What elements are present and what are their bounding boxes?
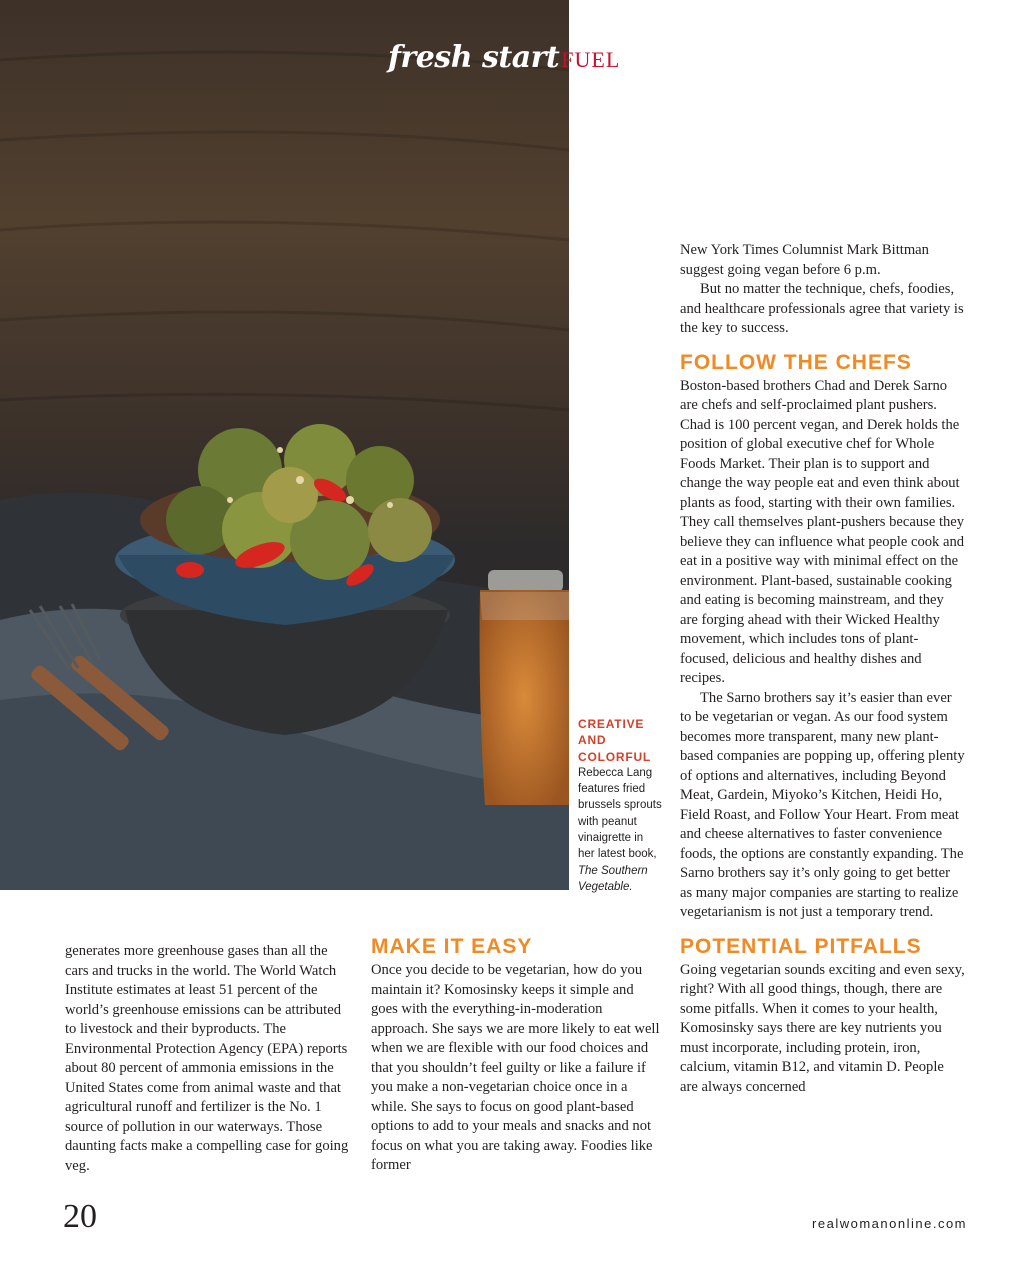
- body-paragraph: generates more greenhouse gases than all the cars and trucks in the world. The World Watch Institute estimates at least 51 percent of the world’s greenhouse emissions can be attributed to livestock and their byproducts. The Environmental Protection Agency (EPA) reports about 80 percent of ammonia emissions in the United States come from animal waste and that agricultural runoff and fertilizer is the No. 1 source of pollution in our waterways. Those daunting facts make a compelling case for going veg.: [65, 943, 349, 1174]
- caption-book-title: The Southern: [578, 864, 648, 877]
- caption-line: features fried: [578, 783, 646, 796]
- caption-line: vinaigrette in: [578, 832, 644, 845]
- caption-line: Rebecca Lang: [578, 766, 653, 779]
- page-number: 20: [63, 1198, 97, 1235]
- caption-heading-line: COLORFUL: [578, 749, 652, 764]
- intro-paragraph: But no matter the technique, chefs, foodies, and healthcare professionals agree that variety is the key to success.: [680, 281, 964, 336]
- caption-book-title: Vegetable.: [578, 880, 633, 893]
- caption-line: with peanut: [578, 815, 637, 828]
- left-column: [65, 942, 352, 1176]
- brand-subtitle: FUEL: [561, 47, 621, 72]
- caption-line: her latest book,: [578, 848, 657, 861]
- photo-caption: [578, 716, 664, 895]
- section-header: [388, 40, 620, 75]
- body-paragraph: The Sarno brothers say it’s easier than ever to be vegetarian or vegan. As our food system becomes more transparent, many new plant-based companies are popping up, offering plenty of options and alternatives, including Beyond Meat, Gardein, Miyoko’s Kitchen, Heidi Ho, Field Roast, and Follow Your Heart. From meat and cheese alternatives to faster convenience foods, the options are constantly expanding. The Sarno brothers say it’s only going to get better as many major companies are starting to realize vegetarianism is not just a temporary trend.: [680, 689, 965, 920]
- right-column: [680, 241, 965, 1097]
- caption-heading-line: CREATIVE: [578, 717, 645, 731]
- middle-column: [371, 935, 661, 1176]
- body-paragraph: Going vegetarian sounds exciting and even sexy, right? With all good things, though, there are some pitfalls. When it comes to your health, Komosinsky says there are key nutrients you must incorporate, including protein, iron, calcium, vitamin B12, and vitamin D. People are always concerned: [680, 961, 965, 1095]
- brand-title: fresh start: [388, 40, 560, 75]
- body-paragraph: Boston-based brothers Chad and Derek Sarno are chefs and self-proclaimed plant pushers. Chad is 100 percent vegan, and Derek holds the position of global executive chef for Whole Foods Market. Their plan is to support and change the way people eat and even think about plants as food, starting with their own families. They call themselves plant-pushers because they believe they can influence what people cook and eat in a positive way with minimal effect on the environment. Plant-based, sustainable cooking and eating is becoming mainstream, and they are forging ahead with their Wicked Healthy movement, which includes tons of plant-focused, delicious and healthy dishes and recipes.: [680, 377, 965, 686]
- section-heading-follow-the-chefs: FOLLOW THE CHEFS: [680, 350, 912, 374]
- body-paragraph: Once you decide to be vegetarian, how do you maintain it? Komosinsky keeps it simple and goes with the everything-in-moderation approach. She says we are more likely to eat well when we are flexible with our food choices and that you shouldn’t feel guilty or like a failure if you make a non-vegetarian choice once in a while. She says to focus on good plant-based options to add to your meals and snacks and not focus on what you are taking away. Foodies like former: [371, 962, 660, 1173]
- caption-heading-line: AND: [578, 733, 607, 748]
- section-heading-potential-pitfalls: POTENTIAL PITFALLS: [680, 934, 922, 958]
- intro-paragraph: New York Times Columnist Mark Bittman suggest going vegan before 6 p.m.: [680, 242, 929, 278]
- section-heading-make-it-easy: MAKE IT EASY: [371, 935, 533, 958]
- website-url: realwomanonline.com: [812, 1216, 967, 1231]
- brussels-sprouts-bowl-photo: [0, 0, 569, 890]
- food-photo: [0, 0, 569, 890]
- caption-line: brussels sprouts: [578, 799, 662, 812]
